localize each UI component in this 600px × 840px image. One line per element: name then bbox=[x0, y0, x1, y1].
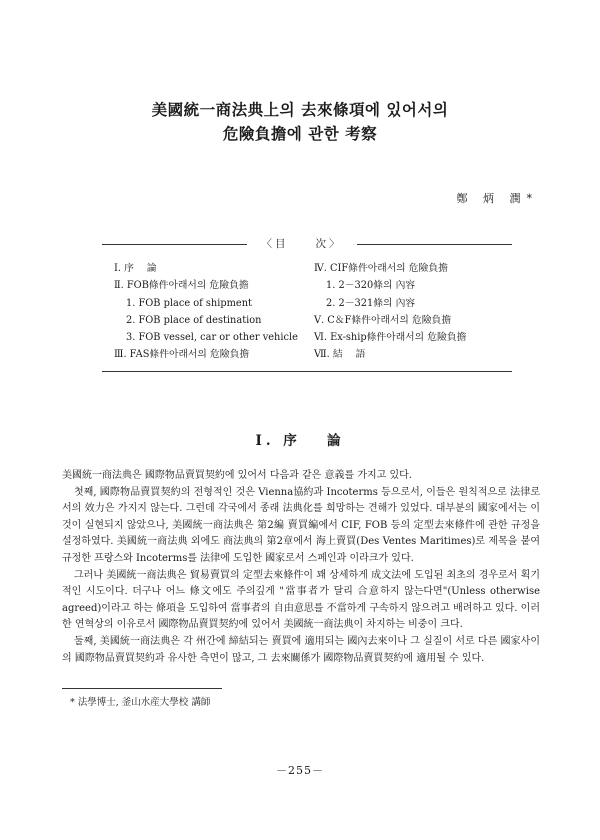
paper-title-line-1: 美國統一商法典上의 去來條項에 있어서의 bbox=[151, 100, 449, 119]
footnote-rule bbox=[62, 688, 222, 689]
toc-item: Ⅴ. C＆F條件아래서의 危險負擔 bbox=[314, 314, 452, 326]
toc-left-column bbox=[114, 260, 314, 364]
table-of-contents bbox=[102, 238, 512, 372]
toc-subitem: 1. 2－320條의 內容 bbox=[326, 280, 416, 292]
toc-subitem: 2. 2－321條의 內容 bbox=[326, 297, 416, 309]
toc-subitem: 2. FOB place of destination bbox=[126, 314, 262, 326]
body-paragraph: 그러나 美國統一商法典은 貿易賣買의 定型去來條件이 꽤 상세하게 成文法에 도입된 최초의 경우로서 획기적인 시도이다. 더구나 어느 條文에도 주의깊게 "當事者가 달리 合意하지 않는다면"(Unless otherwise agreed)이라고 하는 條項을 도입하여 當事者의 自由意思를 不當하게 구속하지 않으려고 배려하고 있다. 이러한 연혁상의 이유로서 國際物品賣買契約에 있어서 美國統一商法典이 차지하는 비중이 크다. bbox=[62, 569, 540, 631]
body-paragraph: 첫째, 國際物品賣買契約의 전형적인 것은 Vienna協約과 Incoterms 등으로서, 이들은 원칙적으로 法律로서의 效力은 가지지 않는다. 그런데 각국에서 종래 法典化를 희망하는 견해가 있었다. 대부분의 國家에서는 이것이 실현되지 않았으나, 美國統一商法典은 第2編 賣買編에서 CIF, FOB 등의 定型去來條件에 관한 규정을 설정하였다. 美國統一商法典 외에도 商法典의 第2章에서 海上賣買(Des Ventes Maritimes)로 제목을 붙여 규정한 프랑스와 Incoterms를 法律에 도입한 國家로서 스페인과 이라크가 있다. bbox=[62, 486, 540, 564]
toc-item: Ⅰ. 序 論 bbox=[114, 263, 157, 274]
toc-right-column bbox=[314, 260, 514, 364]
paper-title-line-2: 危險負擔에 관한 考察 bbox=[222, 124, 378, 143]
toc-heading: 〈目 次〉 bbox=[247, 236, 357, 251]
footnote: * 法學博士, 釜山水産大學校 講師 bbox=[70, 697, 211, 708]
toc-item: Ⅱ. FOB條件아래서의 危險負擔 bbox=[114, 280, 249, 292]
body-paragraph: 美國統一商法典은 國際物品賣買契約에 있어서 다음과 같은 意義를 가지고 있다. bbox=[62, 470, 412, 481]
body-paragraph: 둘째, 美國統一商法典은 각 州간에 締結되는 賣買에 適用되는 國內去來이나 그 실질이 서로 다른 國家사이의 國際物品賣買契約과 유사한 측면이 많고, 그 去來關係가 國際物品賣買契約에 適用될 수 있다. bbox=[62, 635, 540, 664]
section-heading: Ⅰ. 序 論 bbox=[255, 433, 345, 449]
toc-subitem: 1. FOB place of shipment bbox=[126, 297, 252, 309]
page-number: －255－ bbox=[276, 764, 324, 777]
author-name: 鄭 炳 潤* bbox=[456, 192, 538, 205]
toc-item: Ⅳ. CIF條件아래서의 危險負擔 bbox=[314, 263, 448, 274]
toc-subitem: 3. FOB vessel, car or other vehicle bbox=[126, 332, 298, 344]
body-text bbox=[62, 468, 540, 667]
toc-item: Ⅶ. 結 語 bbox=[314, 349, 366, 361]
toc-item: Ⅲ. FAS條件아래서의 危險負擔 bbox=[114, 349, 250, 361]
toc-item: Ⅵ. Ex-ship條件아래서의 危險負擔 bbox=[314, 332, 467, 344]
toc-bottom-rule bbox=[102, 371, 512, 372]
